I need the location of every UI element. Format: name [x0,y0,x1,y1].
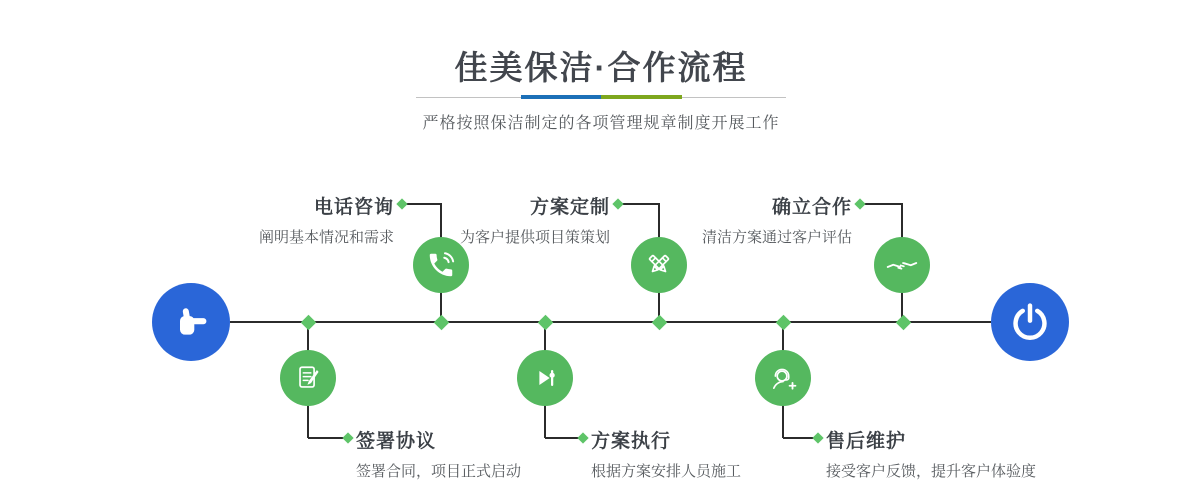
play-slider-icon [530,363,560,393]
timeline-node-diamond [776,315,792,331]
step-circle-aftersales [755,350,811,406]
timeline-node-diamond [301,315,317,331]
headset-person-icon [768,363,799,394]
step-circle-design [631,237,687,293]
step-label-aftersales [826,426,1036,481]
timeline-node-diamond [652,315,668,331]
timeline-node-diamond [896,315,912,331]
step-title: 签署协议 [356,431,437,452]
hand-pointer-icon [169,300,213,344]
design-pencil-icon [644,250,674,280]
step-title: 售后维护 [826,431,907,452]
step-circle-contract [280,350,336,406]
divider-green-segment [601,95,682,99]
step-label-execute [591,426,741,481]
label-diamond [577,432,588,443]
label-connector-top-3 [860,203,902,205]
handshake-icon [886,249,918,281]
step-desc: 为客户提供项目策策划 [459,229,610,246]
timeline-main-line [230,321,991,323]
page-subtitle: 严格按照保洁制定的各项管理规章制度开展工作 [422,115,780,132]
step-label-design [460,192,610,247]
divider-blue-segment [521,95,601,99]
step-circle-handshake [874,237,930,293]
contract-pen-icon [293,363,323,393]
step-desc: 阐明基本情况和需求 [258,229,394,246]
label-diamond [612,198,623,209]
timeline-start-circle [152,283,230,361]
step-circle-execute [517,350,573,406]
label-diamond [854,198,865,209]
step-title: 方案执行 [591,431,672,452]
step-desc: 接受客户反馈，提升客户体验度 [826,463,1037,480]
step-label-handshake [702,192,852,247]
phone-icon [426,250,456,280]
timeline-node-diamond [434,315,450,331]
step-label-contract [356,426,521,481]
step-label-phone [259,192,394,247]
step-desc: 根据方案安排人员施工 [591,463,742,480]
timeline-node-diamond [538,315,554,331]
label-diamond [342,432,353,443]
label-diamond [396,198,407,209]
timeline-end-circle [991,283,1069,361]
step-title: 确立合作 [771,197,852,218]
step-desc: 清洁方案通过客户评估 [701,229,852,246]
label-connector-top-2 [618,203,659,205]
step-title: 方案定制 [529,197,610,218]
label-diamond [812,432,823,443]
page-title: 佳美保洁·合作流程 [454,49,748,86]
power-icon [1009,301,1051,343]
step-title: 电话咨询 [313,197,394,218]
step-desc: 签署合同，项目正式启动 [356,463,522,480]
